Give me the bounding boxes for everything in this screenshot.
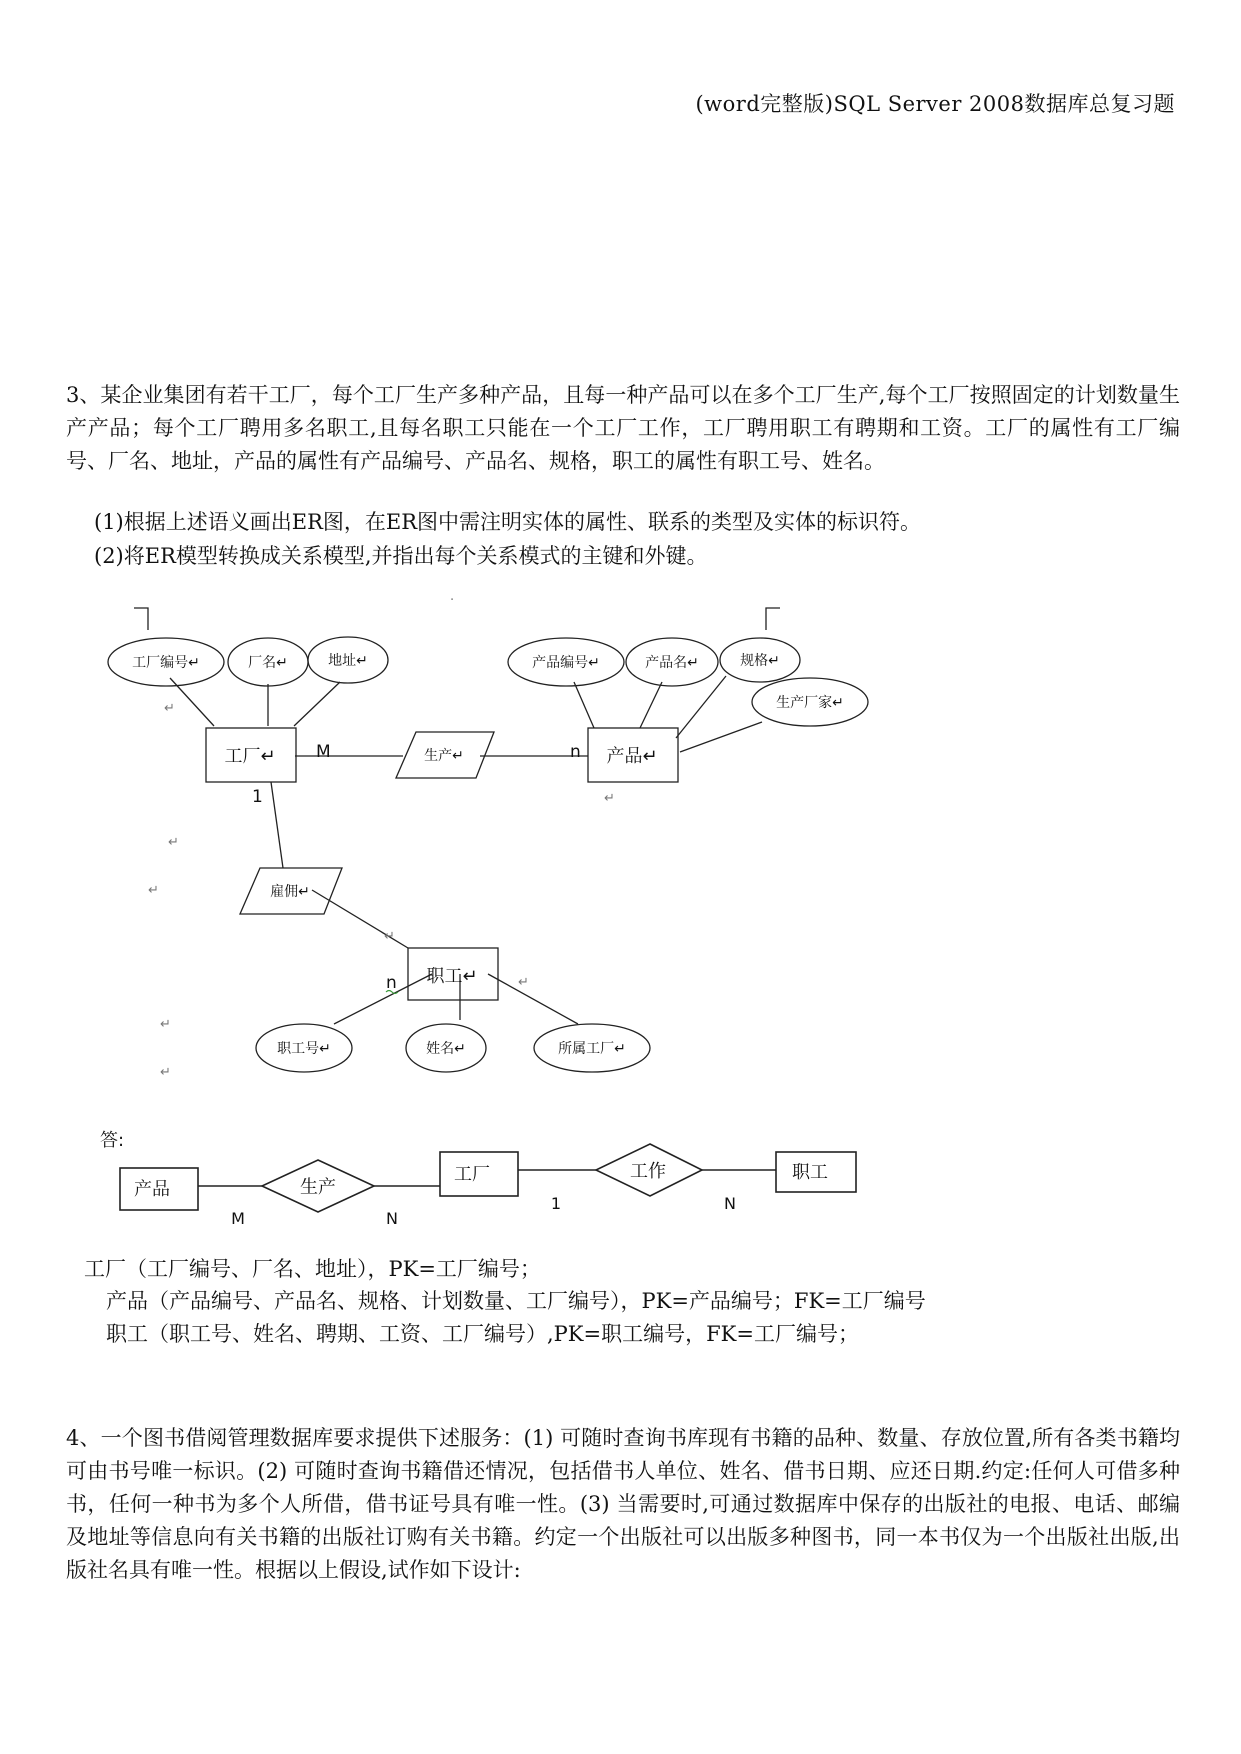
return-mark-5: ↵ bbox=[384, 929, 395, 944]
question-3-text: 3、某企业集团有若干工厂，每个工厂生产多种产品，且每一种产品可以在多个工厂生产,每个工厂按照固定的计划数量生产产品；每个工厂聘用多名职工,且每名职工只能在一个工厂工作，工厂聘用职工有聘期和工资。工厂的属性有工厂编号、厂名、地址，产品的属性有产品编号、产品名、规格，职工的属性有职工号、姓名。 bbox=[66, 383, 1180, 473]
answer-line-factory: 工厂（工厂编号、厂名、地址），PK=工厂编号； bbox=[84, 1257, 541, 1281]
question-3-sub2: (2)将ER模型转换成关系模型,并指出每个关系模式的主键和外键。 bbox=[94, 544, 708, 568]
label-product-name: 产品名↵ bbox=[645, 655, 699, 671]
label-worker-name: 姓名↵ bbox=[426, 1041, 466, 1057]
label-employ: 雇佣↵ bbox=[270, 884, 310, 900]
return-mark-2: ↵ bbox=[604, 791, 615, 806]
answer-line-product: 产品（产品编号、产品名、规格、计划数量、工厂编号），PK=产品编号；FK=工厂编号 bbox=[106, 1289, 926, 1313]
return-mark-4: ↵ bbox=[148, 883, 159, 898]
question-3-sub1: (1)根据上述语义画出ER图，在ER图中需注明实体的属性、联系的类型及实体的标识符。 bbox=[94, 510, 922, 534]
return-mark-1: ↵ bbox=[164, 701, 175, 716]
answer-label-worker: 职工 bbox=[792, 1162, 828, 1183]
label-factory-name: 厂名↵ bbox=[248, 655, 288, 671]
edge-factory-employ bbox=[271, 782, 283, 868]
edge-worker-no bbox=[334, 974, 432, 1024]
label-maker: 生产厂家↵ bbox=[776, 695, 844, 711]
document-header: (word完整版)SQL Server 2008数据库总复习题 bbox=[695, 92, 1175, 116]
return-mark-6: ↵ bbox=[518, 975, 529, 990]
label-entity-factory: 工厂↵ bbox=[224, 746, 276, 767]
label-worker-factory: 所属工厂↵ bbox=[558, 1041, 626, 1057]
cardinality-n-worker: n bbox=[386, 973, 397, 993]
edge-product-name bbox=[640, 682, 662, 728]
answer-card-one: 1 bbox=[550, 1194, 562, 1213]
corner-mark-left bbox=[134, 608, 148, 630]
answer-label-produce: 生产 bbox=[300, 1177, 336, 1198]
edge-address bbox=[294, 682, 340, 726]
return-mark-3: ↵ bbox=[168, 835, 179, 850]
label-address: 地址↵ bbox=[328, 653, 368, 669]
return-mark-7: ↵ bbox=[160, 1017, 171, 1032]
label-factory-no: 工厂编号↵ bbox=[132, 655, 200, 671]
label-entity-product: 产品↵ bbox=[606, 746, 658, 767]
edge-product-no bbox=[574, 682, 594, 728]
answer-label: 答: bbox=[100, 1130, 125, 1151]
dot-mark: · bbox=[450, 593, 455, 608]
label-worker-no: 职工号↵ bbox=[277, 1041, 331, 1057]
label-entity-worker: 职工↵ bbox=[426, 966, 478, 987]
edge-maker bbox=[680, 722, 762, 752]
answer-card-n2: N bbox=[724, 1194, 736, 1213]
answer-label-work: 工作 bbox=[630, 1161, 666, 1182]
label-spec: 规格↵ bbox=[740, 653, 780, 669]
cardinality-one: 1 bbox=[252, 787, 263, 807]
edge-worker-factory bbox=[488, 974, 578, 1024]
label-product-no: 产品编号↵ bbox=[532, 655, 600, 671]
answer-label-product: 产品 bbox=[134, 1179, 170, 1200]
cardinality-m: M bbox=[316, 742, 331, 762]
answer-label-factory: 工厂 bbox=[454, 1164, 490, 1185]
corner-mark-right bbox=[766, 608, 780, 630]
question-4-text: 4、一个图书借阅管理数据库要求提供下述服务：(1) 可随时查询书库现有书籍的品种、数量、存放位置,所有各类书籍均可由书号唯一标识。(2) 可随时查询书籍借还情况，包括借书人单位、姓名、借书日期、应还日期.约定:任何人可借多种书，任何一种书为多个人所借，借书证号具有唯一性。(3) 当需要时,可通过数据库中保存的出版社的电报、电话、邮编及地址等信息向有关书籍的出版社订购有关书籍。约定一个出版社可以出版多种图书，同一本书仅为一个出版社出版,出版社名具有唯一性。根据以上假设,试作如下设计: bbox=[66, 1426, 1180, 1582]
answer-card-m: M bbox=[231, 1209, 245, 1228]
return-mark-8: ↵ bbox=[160, 1065, 171, 1080]
answer-card-n1: N bbox=[386, 1209, 398, 1228]
cardinality-n-product: n bbox=[570, 742, 581, 762]
answer-line-worker: 职工（职工号、姓名、聘期、工资、工厂编号）,PK=职工编号，FK=工厂编号； bbox=[106, 1322, 859, 1346]
label-produce: 生产↵ bbox=[424, 748, 464, 764]
